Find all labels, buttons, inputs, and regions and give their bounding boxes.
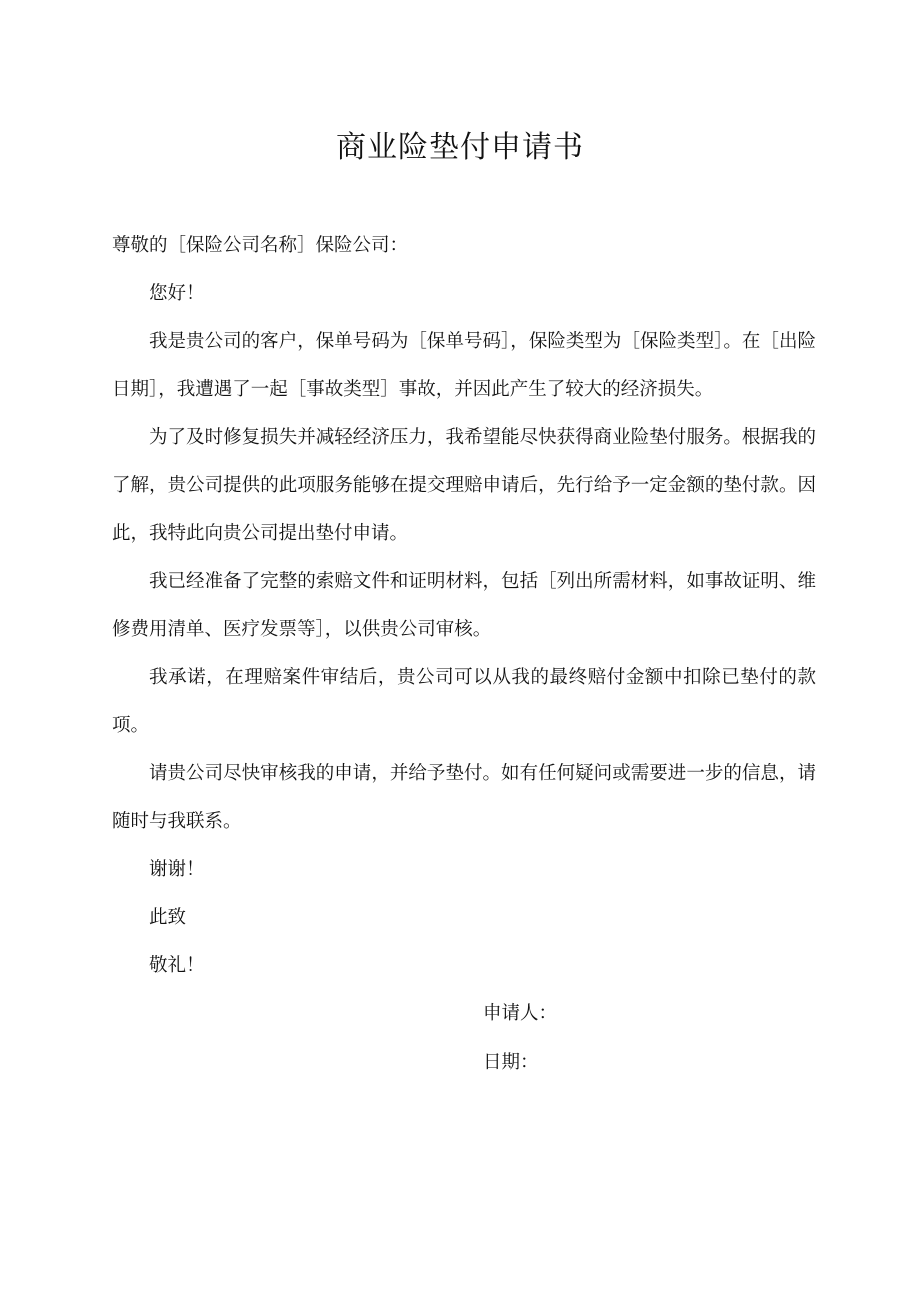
paragraph-5: 请贵公司尽快审核我的申请，并给予垫付。如有任何疑问或需要进一步的信息，请随时与我联系。 <box>112 763 816 832</box>
applicant-label: 申请人： <box>483 1003 558 1024</box>
greeting: 您好！ <box>149 283 205 304</box>
closing-line-2: 敬礼！ <box>149 955 205 976</box>
salutation: 尊敬的［保险公司名称］保险公司： <box>112 235 409 256</box>
letter-body <box>112 222 816 990</box>
closing-line-1: 此致 <box>149 907 187 928</box>
thanks-line: 谢谢！ <box>149 859 205 880</box>
paragraph-1: 我是贵公司的客户，保单号码为［保单号码］，保险类型为［保险类型］。在［出险日期］，我遭遇了一起［事故类型］事故，并因此产生了较大的经济损失。 <box>112 331 816 400</box>
document-title: 商业险垫付申请书 <box>336 130 584 165</box>
paragraph-2: 为了及时修复损失并减轻经济压力，我希望能尽快获得商业险垫付服务。根据我的了解，贵公司提供的此项服务能够在提交理赔申请后，先行给予一定金额的垫付款。因此，我特此向贵公司提出垫付申请。 <box>112 427 816 544</box>
paragraph-3: 我已经准备了完整的索赔文件和证明材料，包括［列出所需材料，如事故证明、维修费用清单、医疗发票等］，以供贵公司审核。 <box>112 571 816 640</box>
paragraph-4: 我承诺，在理赔案件审结后，贵公司可以从我的最终赔付金额中扣除已垫付的款项。 <box>112 667 816 736</box>
date-label: 日期： <box>483 1052 539 1073</box>
